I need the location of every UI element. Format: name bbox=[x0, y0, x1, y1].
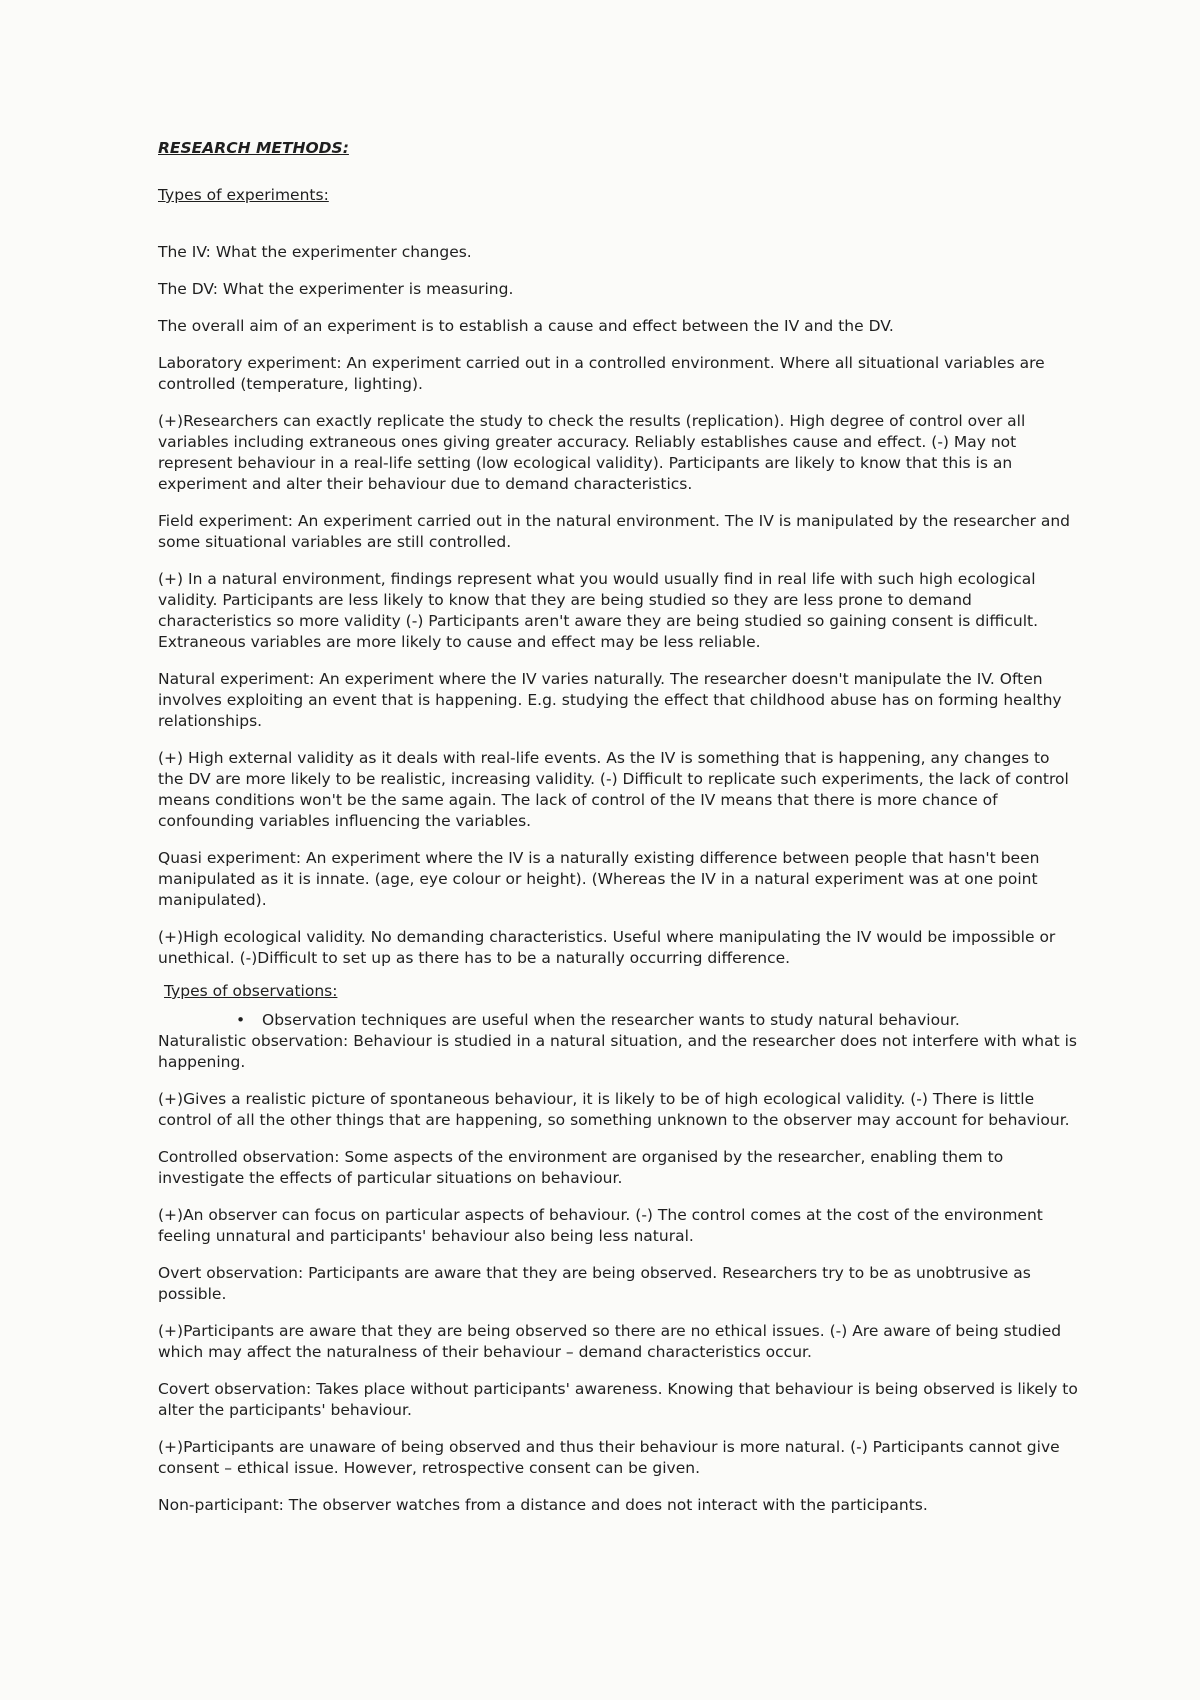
paragraph-overt-observation: Overt observation: Participants are aware that they are being observed. Researchers try to be as unobtrusive as possible. bbox=[158, 1264, 1031, 1303]
paragraph-iv: The IV: What the experimenter changes. bbox=[158, 243, 472, 261]
paragraph-natural-evaluation: (+) High external validity as it deals with real-life events. As the IV is something that is happening, any changes to the DV are more likely to be realistic, increasing validity. (-) Difficult to replicate such experiments, the lack of control means conditions won't be the same again. The lack of control of the IV means that there is more chance of confounding variables influencing the variables. bbox=[158, 749, 1069, 830]
document-title: RESEARCH METHODS: bbox=[158, 139, 349, 157]
document-page bbox=[158, 138, 1078, 1532]
paragraph-field-experiment: Field experiment: An experiment carried out in the natural environment. The IV is manipulated by the researcher and some situational variables are still controlled. bbox=[158, 512, 1071, 551]
paragraph-controlled-evaluation: (+)An observer can focus on particular aspects of behaviour. (-) The control comes at the cost of the environment feeling unnatural and participants' behaviour also being less natural. bbox=[158, 1206, 1043, 1245]
paragraph-covert-observation: Covert observation: Takes place without participants' awareness. Knowing that behaviour is being observed is likely to alter the participants' behaviour. bbox=[158, 1380, 1078, 1419]
paragraph-natural-experiment: Natural experiment: An experiment where the IV varies naturally. The researcher doesn't manipulate the IV. Often involves exploiting an event that is happening. E.g. studying the effect that childhood abuse has on forming healthy relationships. bbox=[158, 670, 1062, 730]
paragraph-naturalistic-observation: Naturalistic observation: Behaviour is studied in a natural situation, and the researcher does not interfere with what is happening. bbox=[158, 1032, 1077, 1071]
section-heading-observations: Types of observations: bbox=[164, 982, 338, 1000]
paragraph-covert-evaluation: (+)Participants are unaware of being observed and thus their behaviour is more natural. (-) Participants cannot give consent – ethical issue. However, retrospective consent can be given. bbox=[158, 1438, 1060, 1477]
paragraph-field-evaluation: (+) In a natural environment, findings represent what you would usually find in real life with such high ecological validity. Participants are less likely to know that they are being studied so they are less prone to demand characteristics so more validity (-) Participants aren't aware they are being studied so gaining consent is difficult. Extraneous variables are more likely to cause and effect may be less reliable. bbox=[158, 570, 1039, 651]
paragraph-naturalistic-evaluation: (+)Gives a realistic picture of spontaneous behaviour, it is likely to be of high ecological validity. (-) There is little control of all the other things that are happening, so something unknown to the observer may account for behaviour. bbox=[158, 1090, 1070, 1129]
bullet-marker: • bbox=[236, 1011, 246, 1029]
paragraph-quasi-evaluation: (+)High ecological validity. No demanding characteristics. Useful where manipulating the IV would be impossible or unethical. (-)Difficult to set up as there has to be a naturally occurring difference. bbox=[158, 928, 1056, 967]
paragraph-quasi-experiment: Quasi experiment: An experiment where the IV is a naturally existing difference between people that hasn't been manipulated as it is innate. (age, eye colour or height). (Whereas the IV in a natural experiment was at one point manipulated). bbox=[158, 849, 1040, 909]
paragraph-controlled-observation: Controlled observation: Some aspects of the environment are organised by the researcher, enabling them to investigate the effects of particular situations on behaviour. bbox=[158, 1148, 1004, 1187]
paragraph-dv: The DV: What the experimenter is measuring. bbox=[158, 280, 514, 298]
paragraph-non-participant: Non-participant: The observer watches from a distance and does not interact with the participants. bbox=[158, 1496, 928, 1514]
paragraph-laboratory-experiment: Laboratory experiment: An experiment carried out in a controlled environment. Where all situational variables are controlled (temperature, lighting). bbox=[158, 354, 1045, 393]
bullet-text: Observation techniques are useful when the researcher wants to study natural behaviour. bbox=[262, 1011, 960, 1029]
bullet-item bbox=[158, 1010, 1078, 1031]
paragraph-laboratory-evaluation: (+)Researchers can exactly replicate the study to check the results (replication). High degree of control over all variables including extraneous ones giving greater accuracy. Reliably establishes cause and effect. (-) May not represent behaviour in a real-life setting (low ecological validity). Participants are likely to know that this is an experiment and alter their behaviour due to demand characteristics. bbox=[158, 412, 1026, 493]
section-heading-experiments: Types of experiments: bbox=[158, 186, 329, 204]
paragraph-overt-evaluation: (+)Participants are aware that they are being observed so there are no ethical issues. (-) Are aware of being studied which may affect the naturalness of their behaviour – demand characteristics occur. bbox=[158, 1322, 1062, 1361]
paragraph-overall-aim: The overall aim of an experiment is to establish a cause and effect between the IV and the DV. bbox=[158, 317, 894, 335]
